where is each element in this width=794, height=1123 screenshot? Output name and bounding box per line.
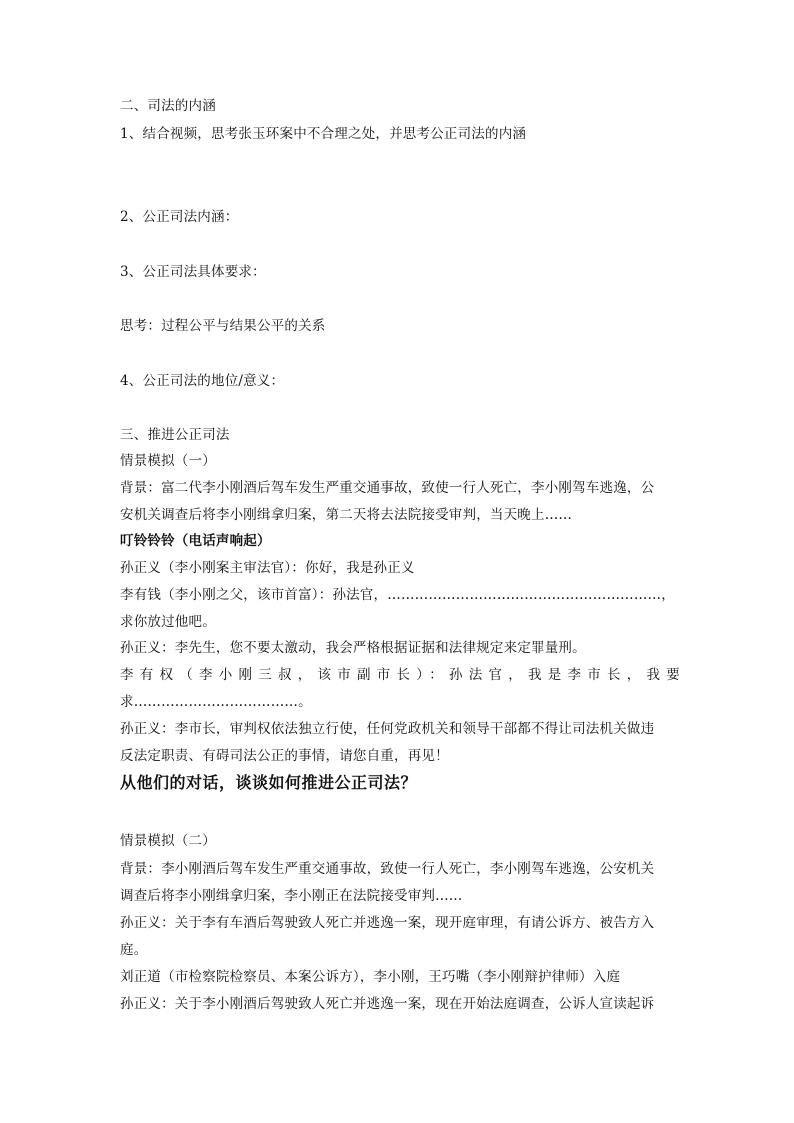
dialogue-sun-4-line-1: 孙正义：关于李有车酒后驾驶致人死亡并逃逸一案，现开庭审理，有请公诉方、被告方入 bbox=[120, 915, 655, 931]
dialogue-sun-1: 孙正义（李小刚案主审法官）：你好，我是孙正义 bbox=[120, 560, 415, 576]
dialogue-li-youqian-line-1: 李有钱（李小刚之父，该市首富）：孙法官，……………………………………………………， bbox=[120, 587, 675, 603]
scenario-2-background-line-1: 背景：李小刚酒后驾车发生严重交通事故，致使一行人死亡，李小刚驾车逃逸，公安机关 bbox=[120, 861, 655, 877]
scenario-1-title: 情景模拟（一） bbox=[120, 453, 216, 469]
scenario-2-title: 情景模拟（二） bbox=[120, 833, 216, 849]
dialogue-sun-3-line-2: 反法定职责、有碍司法公正的事情，请您自重，再见！ bbox=[120, 748, 449, 764]
scenario-2-background-line-2: 调查后将李小刚缉拿归案，李小刚正在法院接受审判…… bbox=[120, 888, 463, 904]
question-3: 3、公正司法具体要求： bbox=[120, 264, 266, 280]
dialogue-sun-5: 孙正义：关于李小刚酒后驾驶致人死亡并逃逸一案，现在开始法庭调查，公诉人宣读起诉 bbox=[120, 996, 655, 1012]
question-4: 4、公正司法的地位/意义： bbox=[120, 373, 285, 389]
scenario-1-background-line-1: 背景：富二代李小刚酒后驾车发生严重交通事故，致使一行人死亡，李小刚驾车逃逸，公 bbox=[120, 480, 655, 496]
section-heading-2: 二、司法的内涵 bbox=[120, 98, 216, 114]
dialogue-sun-4-line-2: 庭。 bbox=[120, 942, 148, 958]
court-entry: 刘正道（市检察院检察员、本案公诉方），李小刚，王巧嘴（李小刚辩护律师）入庭 bbox=[120, 969, 621, 985]
dialogue-li-youquan-line-2: 求………………………………。 bbox=[120, 694, 312, 710]
think-prompt: 思考：过程公平与结果公平的关系 bbox=[120, 318, 326, 334]
scenario-1-background-line-2: 安机关调查后将李小刚缉拿归案，第二天将去法院接受审判，当天晚上…… bbox=[120, 507, 573, 523]
dialogue-sun-3-line-1: 孙正义：李市长，审判权依法独立行使，任何党政机关和领导干部都不得让司法机关做违 bbox=[120, 721, 655, 737]
question-2: 2、公正司法内涵： bbox=[120, 209, 239, 225]
section-heading-3: 三、推进公正司法 bbox=[120, 427, 230, 443]
dialogue-sun-2: 孙正义：李先生，您不要太激动，我会严格根据证据和法律规定来定罪量刑。 bbox=[120, 640, 586, 656]
phone-ring: 叮铃铃铃（电话声响起） bbox=[120, 533, 271, 549]
discussion-question: 从他们的对话，谈谈如何推进公正司法？ bbox=[120, 773, 418, 792]
dialogue-li-youquan-line-1: 李有权（李小刚三叔，该市副市长）：孙法官，我是李市长，我要 bbox=[120, 667, 680, 683]
dialogue-li-youqian-line-2: 求你放过他吧。 bbox=[120, 614, 216, 630]
question-1: 1、结合视频，思考张玉环案中不合理之处，并思考公正司法的内涵 bbox=[120, 126, 527, 142]
